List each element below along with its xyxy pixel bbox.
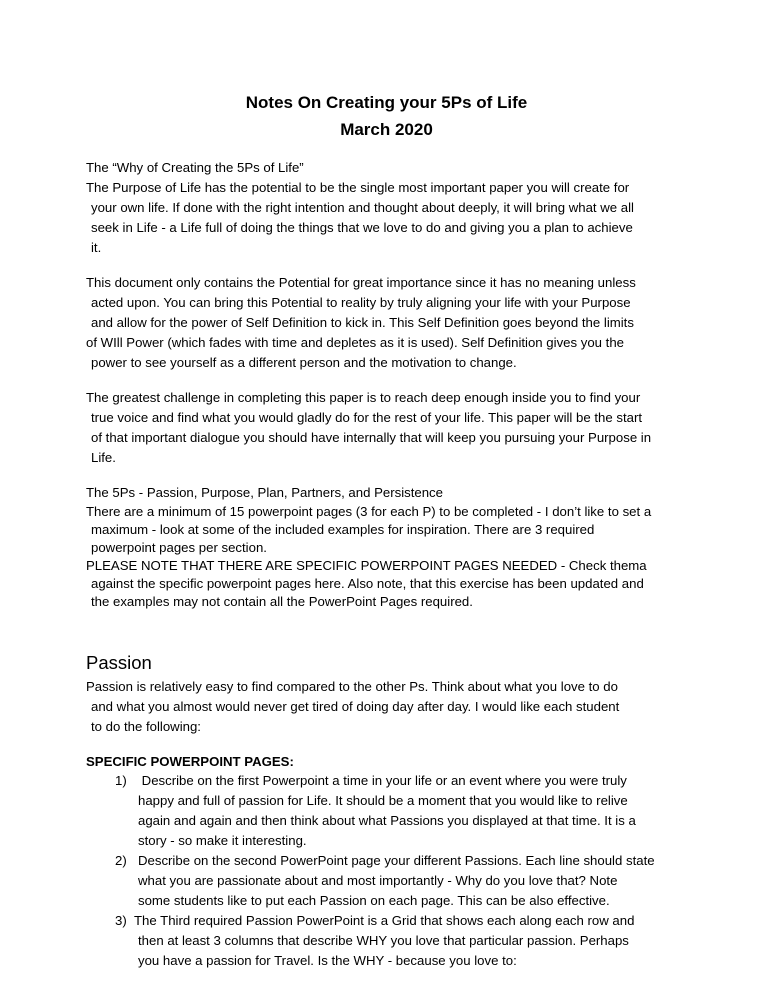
paragraph-line: seek in Life - a Life full of doing the things that we love to do and giving you a plan to achieve [91, 220, 633, 235]
paragraph-line: There are a minimum of 15 powerpoint pages (3 for each P) to be completed - I don’t like to set a [86, 504, 652, 519]
paragraph-line: maximum - look at some of the included examples for inspiration. There are 3 required [91, 522, 595, 537]
paragraph-line: of WIll Power (which fades with time and depletes as it is used). Self Definition gives you the [86, 335, 625, 350]
list-item-line: again and again and then think about what Passions you displayed at that time. It is a [138, 813, 636, 828]
passion-heading: Passion [86, 652, 152, 673]
list-item-line: The Third required Passion PowerPoint is a Grid that shows each along each row and [134, 913, 635, 928]
list-item-line: then at least 3 columns that describe WHY you love that particular passion. Perhaps [138, 933, 629, 948]
paragraph-line: your own life. If done with the right intention and thought about deeply, it will bring what we all [91, 200, 634, 215]
paragraph-line: and allow for the power of Self Definition to kick in. This Self Definition goes beyond the limits [91, 315, 634, 330]
paragraph-line: the examples may not contain all the PowerPoint Pages required. [91, 594, 473, 609]
paragraph-line: of that important dialogue you should have internally that will keep you pursuing your Purpose in [91, 430, 652, 445]
document-title: Notes On Creating your 5Ps of Life [245, 93, 528, 112]
list-item-line: you have a passion for Travel. Is the WHY - because you love to: [138, 953, 517, 968]
paragraph-line: powerpoint pages per section. [91, 540, 267, 555]
document-date: March 2020 [340, 120, 433, 139]
paragraph-line: The greatest challenge in completing this paper is to reach deep enough inside you to find your [86, 390, 641, 405]
list-item-line: story - so make it interesting. [138, 833, 307, 848]
paragraph-line: Life. [91, 450, 116, 465]
list-number: 1) [115, 773, 127, 788]
paragraph-line: The Purpose of Life has the potential to be the single most important paper you will create for [86, 180, 630, 195]
paragraph-line: power to see yourself as a different person and the motivation to change. [91, 355, 517, 370]
why-heading: The “Why of Creating the 5Ps of Life” [86, 160, 304, 175]
paragraph-line: true voice and find what you would gladly do for the rest of your life. This paper will be the start [91, 410, 642, 425]
paragraph-line: acted upon. You can bring this Potential to reality by truly aligning your life with your Purpose [91, 295, 631, 310]
notice-line: PLEASE NOTE THAT THERE ARE SPECIFIC POWERPOINT PAGES NEEDED - Check thema [86, 558, 647, 573]
specific-pages-heading: SPECIFIC POWERPOINT PAGES: [86, 754, 294, 769]
list-item-line: some students like to put each Passion on each page. This can be also effective. [138, 893, 610, 908]
paragraph-line: Passion is relatively easy to find compared to the other Ps. Think about what you love to do [86, 679, 618, 694]
list-item-line: Describe on the first Powerpoint a time in your life or an event where you were truly [138, 773, 627, 788]
paragraph-line: This document only contains the Potential for great importance since it has no meaning unless [86, 275, 636, 290]
paragraph-line: and what you almost would never get tired of doing day after day. I would like each student [91, 699, 620, 714]
paragraph-line: it. [91, 240, 102, 255]
list-item-line: Describe on the second PowerPoint page your different Passions. Each line should state [138, 853, 655, 868]
fiveps-heading: The 5Ps - Passion, Purpose, Plan, Partners, and Persistence [86, 485, 443, 500]
paragraph-line: to do the following: [91, 719, 201, 734]
list-number: 3) [115, 913, 127, 928]
list-number: 2) [115, 853, 127, 868]
list-item-line: what you are passionate about and most importantly - Why do you love that? Note [138, 873, 618, 888]
paragraph-line: against the specific powerpoint pages here. Also note, that this exercise has been updated and [91, 576, 644, 591]
list-item-line: happy and full of passion for Life. It should be a moment that you would like to relive [138, 793, 628, 808]
